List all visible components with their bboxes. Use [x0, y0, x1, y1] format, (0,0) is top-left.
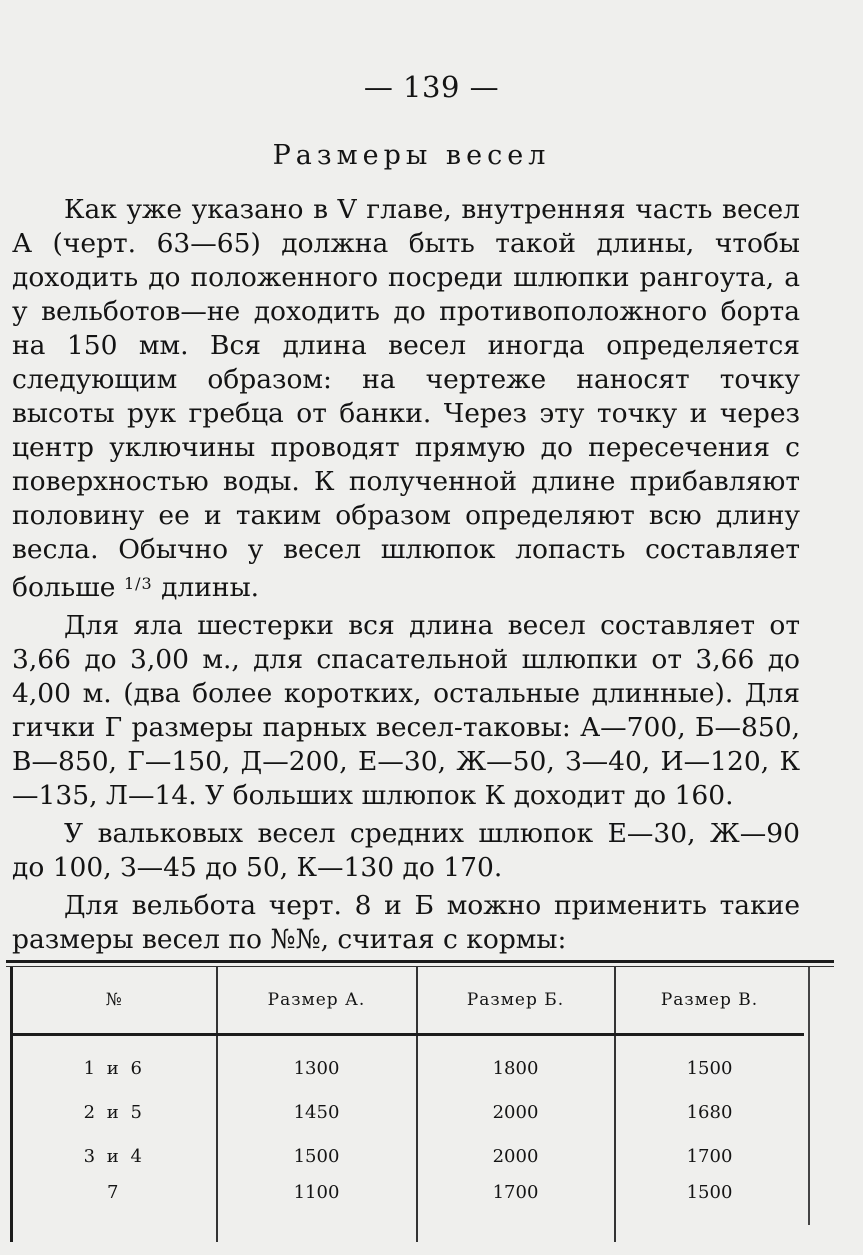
- paragraph-1: [12, 193, 800, 605]
- section-title: Размеры весел: [272, 140, 551, 171]
- size-b-cell: 2000: [417, 1134, 615, 1178]
- table-right-border: [808, 967, 810, 1225]
- size-b-cell: 2000: [417, 1090, 615, 1134]
- body-text: [12, 193, 800, 961]
- oar-sizes-table: [10, 967, 804, 1242]
- header-number: №: [12, 967, 217, 1035]
- table-header-row: [12, 967, 804, 1035]
- header-size-v: Размер В.: [615, 967, 804, 1035]
- fraction-one-third: 1/3: [123, 574, 153, 593]
- spacer-cell: [615, 1035, 804, 1047]
- size-v-cell: 1680: [615, 1090, 804, 1134]
- page-number: — 139 —: [363, 70, 500, 104]
- table-row: [12, 1134, 804, 1178]
- row-number: 7: [12, 1178, 217, 1242]
- size-v-cell: 1700: [615, 1134, 804, 1178]
- paragraph-1-text: Как уже указано в V главе, внутренняя часть весел А (черт. 63—65) должна быть такой длины, чтобы доходить до положенного посреди шлюпки рангоута, а у вельботов—не доходить до противоположного борта на 150 мм. Вся длина весел иногда определяется следующим образом: на чертеже наносят точку высоты рук гребца от банки. Через эту точку и через центр уключины проводят прямую до пересечения с поверхностью воды. К полученной длине прибавляют половину ее и таким образом определяют всю длину весла. Обычно у весел шлюпок лопасть составляет больше: [12, 194, 800, 603]
- size-b-cell: 1800: [417, 1046, 615, 1090]
- paragraph-1-tail: длины.: [152, 572, 260, 603]
- header-size-b: Размер Б.: [417, 967, 615, 1035]
- row-number: 2 и 5: [12, 1090, 217, 1134]
- table-row: [12, 1046, 804, 1090]
- size-a-cell: 1300: [217, 1046, 417, 1090]
- paragraph-3: У вальковых весел средних шлюпок Е—30, Ж—90 до 100, З—45 до 50, К—130 до 170.: [12, 818, 800, 883]
- table-row: [12, 1178, 804, 1242]
- row-number: 1 и 6: [12, 1046, 217, 1090]
- paragraph-4: Для вельбота черт. 8 и Б можно применить такие размеры весел по №№, считая с кормы:: [12, 890, 800, 955]
- spacer-cell: [417, 1035, 615, 1047]
- size-a-cell: 1100: [217, 1178, 417, 1242]
- row-number: 3 и 4: [12, 1134, 217, 1178]
- table-top-rule: [6, 960, 834, 963]
- spacer-cell: [12, 1035, 217, 1047]
- size-a-cell: 1500: [217, 1134, 417, 1178]
- size-b-cell: 1700: [417, 1178, 615, 1242]
- table-spacer: [12, 1035, 804, 1047]
- table-row: [12, 1090, 804, 1134]
- size-a-cell: 1450: [217, 1090, 417, 1134]
- spacer-cell: [217, 1035, 417, 1047]
- size-v-cell: 1500: [615, 1046, 804, 1090]
- header-size-a: Размер А.: [217, 967, 417, 1035]
- size-v-cell: 1500: [615, 1178, 804, 1242]
- paragraph-2: Для яла шестерки вся длина весел составляет от 3,66 до 3,00 м., для спасательной шлюпки от 3,66 до 4,00 м. (два более коротких, остальные длинные). Для гички Г размеры парных весел-таковы: А—700, Б—850, В—850, Г—150, Д—200, Е—30, Ж—50, З—40, И—120, К—135, Л—14. У больших шлюпок К доходит до 160.: [12, 610, 800, 811]
